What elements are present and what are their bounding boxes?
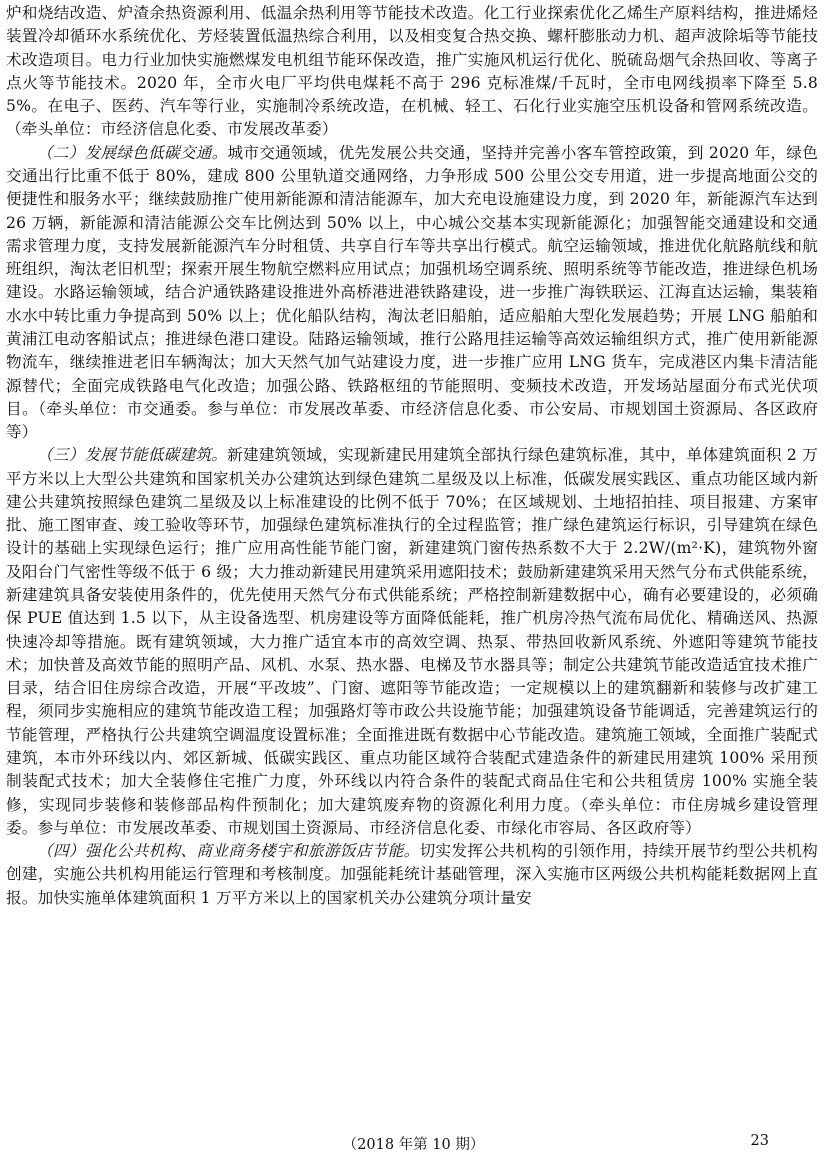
paragraph-green-transport — [6, 142, 818, 445]
paragraph-industry-energy-saving — [6, 2, 818, 142]
paragraph-text: 炉和烧结改造、炉渣余热资源利用、低温余热利用等节能技术改造。化工行业探索优化乙烯生产原料结构，推进烯烃装置冷却循环水系统优化、芳烃装置低温热综合利用，以及相变复合热交换、螺杆膨胀动力机、超声波除垢等节能技术改造项目。电力行业加快实施燃煤发电机组节能环保改造，推广实施风机运行优化、脱硫岛烟气余热回收、等离子点火等节能技术。2020 年，全市火电厂平均供电煤耗不高于 296 克标准煤/千瓦时，全市电网线损率下降至 5.85%。在电子、医药、汽车等行业，实施制冷系统改造，在机械、轻工、石化行业实施空压机设备和管网系统改造。（牵头单位：市经济信息化委、市发展改革委） — [6, 4, 818, 139]
section-heading-transport: （二）发展绿色低碳交通。 — [37, 143, 228, 162]
page-footer — [0, 1133, 827, 1155]
section-heading-public-institutions: （四）强化公共机构、商业商务楼宇和旅游饭店节能。 — [37, 842, 420, 861]
paragraph-text: 城市交通领域，优先发展公共交通，坚持并完善小客车管控政策，到 2020 年，绿色交通出行比重不低于 80%，建成 800 公里轨道交通网络，力争形成 500 公里公交专用道，进一步提高地面公交的便捷性和服务水平；继续鼓励推广使用新能源和清洁能源车，加大充电设施建设力度，到 2020 年，新能源汽车达到 26 万辆，新能源和清洁能源公交车比例达到 50% 以上，中心城公交基本实现新能源化；加强智能交通建设和交通需求管理力度，支持发展新能源汽车分时租赁、共享自行车等共享出行模式。航空运输领域，推进优化航路航线和航班组织，淘汰老旧机型；探索开展生物航空燃料应用试点；加强机场空调系统、照明系统等节能改造，推进绿色机场建设。水路运输领域，结合沪通铁路建设推进外高桥港进港铁路建设，进一步推广海铁联运、江海直达运输，集装箱水水中转比重力争提高到 50% 以上；优化船队结构，淘汰老旧船舶，适应船舶大型化发展趋势；开展 LNG 船舶和黄浦江电动客船试点；推进绿色港口建设。陆路运输领域，推行公路甩挂运输等高效运输组织方式，推广使用新能源物流车，继续推进老旧车辆淘汰；加大天然气加气站建设力度，进一步推广应用 LNG 货车，完成港区内集卡清洁能源替代；全面完成铁路电气化改造；加强公路、铁路枢纽的节能照明、变频技术改造，开发场站屋面分布式光伏项目。（牵头单位：市交通委。参与单位：市发展改革委、市经济信息化委、市公安局、市规划国土资源局、各区政府等） — [6, 143, 818, 442]
body-text — [6, 2, 818, 910]
issue-label: （2018 年第 10 期） — [342, 1137, 485, 1153]
paragraph-green-building — [6, 444, 818, 840]
paragraph-text: 切实发挥公共机构的引领作用，持续开展节约型公共机构创建，实施公共机构用能运行管理和考核制度。加强能耗统计基础管理，深入实施市区两级公共机构能耗数据网上直报。加快实施单体建筑面积 1 万平方米以上的国家机关办公建筑分项计量安 — [6, 842, 818, 907]
paragraph-public-institutions — [6, 840, 818, 910]
section-heading-building: （三）发展节能低碳建筑。 — [37, 446, 228, 465]
paragraph-text: 新建建筑领域，实现新建民用建筑全部执行绿色建筑标准，其中，单体建筑面积 2 万平方米以上大型公共建筑和国家机关办公建筑达到绿色建筑二星级及以上标准，低碳发展实践区、重点功能区域内新建公共建筑按照绿色建筑二星级及以上标准建设的比例不低于 70%；在区域规划、土地招拍挂、项目报建、方案审批、施工图审查、竣工验收等环节，加强绿色建筑标准执行的全过程监管；推广绿色建筑运行标识，引导建筑在绿色设计的基础上实现绿色运行；推广应用高性能节能门窗，新建建筑门窗传热系数不大于 2.2W/(m²·K)，建筑物外窗及阳台门气密性等级不低于 6 级；大力推动新建民用建筑采用遮阳技术；鼓励新建建筑采用天然气分布式供能系统，新建建筑具备安装使用条件的，优先使用天然气分布式供能系统；严格控制新建数据中心，确有必要建设的，必须确保 PUE 值达到 1.5 以下，从主设备选型、机房建设等方面降低能耗，推广机房冷热气流布局优化、精确送风、热源快速冷却等措施。既有建筑领域，大力推广适宜本市的高效空调、热泵、带热回收新风系统、外遮阳等建筑节能技术；加快普及高效节能的照明产品、风机、水泵、热水器、电梯及节水器具等；制定公共建筑节能改造适宜技术推广目录，结合旧住房综合改造，开展“平改坡”、门窗、遮阳等节能改造；一定规模以上的建筑翻新和装修与改扩建工程，须同步实施相应的建筑节能改造工程；加强路灯等市政公共设施节能；加强建筑设备节能调适，完善建筑运行的节能管理，严格执行公共建筑空调温度设置标准；全面推进既有数据中心节能改造。建筑施工领域，全面推广装配式建筑，本市外环线以内、郊区新城、低碳实践区、重点功能区域符合装配式建造条件的新建民用建筑 100% 采用预制装配式技术；加大全装修住宅推广力度，外环线以内符合条件的装配式商品住宅和公共租赁房 100% 实施全装修，实现同步装修和装修部品构件预制化；加大建筑废弃物的资源化利用力度。（牵头单位：市住房城乡建设管理委。参与单位：市发展改革委、市规划国土资源局、市经济信息化委、市绿化市容局、各区政府等） — [6, 446, 819, 837]
page-number: 23 — [750, 1133, 769, 1149]
